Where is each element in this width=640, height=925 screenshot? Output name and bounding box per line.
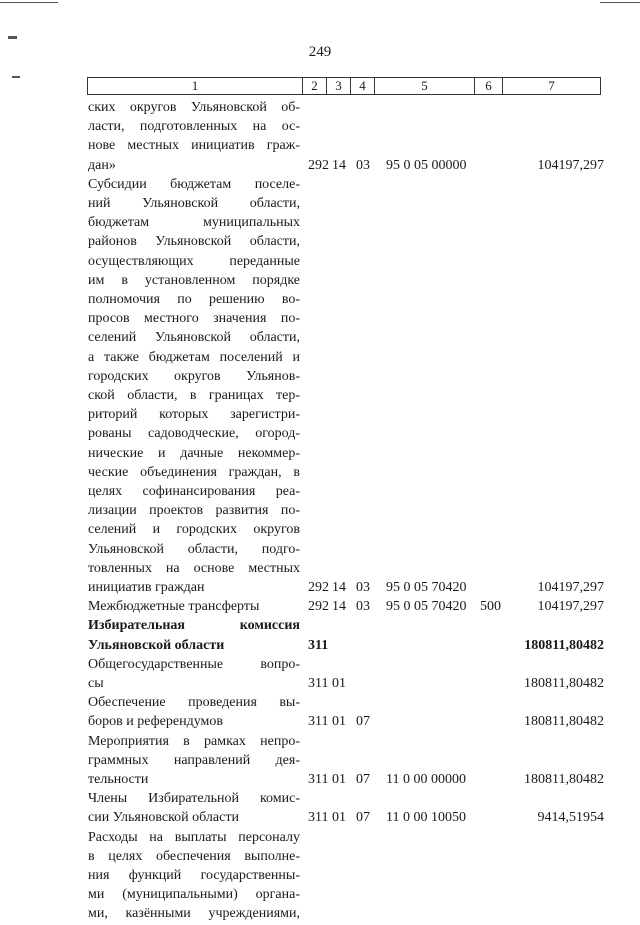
table-row (0, 444, 640, 465)
row-text: Ульяновской области (88, 637, 225, 653)
table-row (0, 290, 640, 311)
header-col-2: 2 (303, 78, 327, 94)
header-col-4: 4 (351, 78, 375, 94)
table-row (0, 616, 640, 637)
row-text: граммных направлений дея- (88, 752, 300, 768)
row-cell-c7: 104197,297 (537, 157, 604, 173)
table-row (0, 328, 640, 349)
row-text: Расходы на выплаты персоналу (88, 829, 300, 845)
row-cell-c3: 14 (332, 599, 346, 615)
row-text: Члены Избирательной комис- (88, 791, 300, 807)
row-text: ния функций государственны- (88, 868, 300, 883)
scan-mark (0, 2, 58, 3)
row-text: бюджетам муниципальных (88, 215, 300, 231)
table-row (0, 712, 640, 733)
row-cell-c3: 01 (332, 810, 346, 826)
table-row (0, 770, 640, 791)
row-text: в целях обеспечения выполне- (88, 848, 300, 864)
row-cell-c2: 292 (308, 157, 329, 173)
row-text: просов местного значения по- (88, 311, 300, 327)
row-text: тельности (88, 772, 149, 787)
table-row (0, 559, 640, 580)
table-row (0, 597, 640, 618)
table-row (0, 847, 640, 868)
row-cell-c7: 9414,51954 (537, 810, 604, 826)
row-text: ми (муниципальными) органа- (88, 887, 300, 903)
table-row (0, 348, 640, 369)
row-text: товленных на основе местных (88, 560, 300, 576)
table-row (0, 194, 640, 215)
header-col-6: 6 (475, 78, 503, 94)
row-cell-c4: 07 (356, 714, 370, 730)
table-row (0, 252, 640, 273)
row-text: Мероприятия в рамках непро- (88, 733, 300, 749)
header-col-3: 3 (327, 78, 351, 94)
row-text: инициатив граждан (88, 580, 205, 595)
table-row (0, 136, 640, 157)
table-row (0, 117, 640, 138)
row-cell-c2: 311 (308, 810, 329, 826)
table-row (0, 482, 640, 503)
row-cell-c5: 95 0 05 70420 (386, 580, 467, 595)
row-cell-c7: 180811,80482 (524, 772, 604, 787)
row-text: нове местных инициатив граж- (88, 138, 300, 154)
header-col-5: 5 (375, 78, 475, 94)
row-text: ласти, подготовленных на ос- (88, 119, 300, 135)
table-row (0, 271, 640, 292)
table-row (0, 674, 640, 695)
row-cell-c5: 95 0 05 70420 (386, 599, 467, 615)
row-text: ческие объединения граждан, в (88, 464, 300, 480)
table-row (0, 751, 640, 772)
row-text: полномочия по решению во- (88, 292, 300, 307)
row-text: нические и дачные некоммер- (88, 445, 300, 461)
table-row (0, 885, 640, 906)
row-cell-c2: 311 (308, 772, 329, 787)
row-text: городских округов Ульянов- (88, 368, 300, 384)
table-row (0, 540, 640, 561)
row-text: Субсидии бюджетам поселе- (88, 176, 300, 192)
table-row (0, 367, 640, 388)
row-cell-c4: 03 (356, 157, 370, 173)
page-number: 249 (308, 44, 332, 60)
row-cell-c5: 95 0 05 00000 (386, 157, 467, 173)
row-text: лизации проектов развития по- (88, 503, 300, 519)
row-cell-c2: 292 (308, 580, 329, 595)
row-text: рованы садоводческие, огород- (88, 426, 300, 442)
row-cell-c3: 14 (332, 580, 346, 595)
row-cell-c7: 180811,80482 (524, 637, 604, 653)
table-row (0, 156, 640, 177)
row-text: Общегосударственные вопро- (88, 656, 300, 672)
row-cell-c7: 104197,297 (537, 599, 604, 615)
table-row (0, 520, 640, 541)
table-row (0, 98, 640, 119)
table-row (0, 386, 640, 407)
table-header (87, 77, 601, 95)
table-row (0, 693, 640, 714)
row-cell-c3: 14 (332, 157, 346, 173)
row-text: риторий которых зарегистри- (88, 407, 300, 423)
row-text: осуществляющих переданные (88, 253, 300, 269)
scan-mark (8, 36, 17, 39)
row-cell-c7: 180811,80482 (524, 714, 604, 730)
row-cell-c7: 180811,80482 (524, 676, 604, 691)
row-text: ний Ульяновской области, (88, 196, 300, 211)
table-row (0, 405, 640, 426)
header-col-1: 1 (88, 78, 303, 94)
scan-mark (12, 76, 20, 78)
row-cell-c4: 03 (356, 580, 370, 595)
row-text: дан» (88, 157, 116, 173)
row-cell-c4: 03 (356, 599, 370, 615)
table-row (0, 655, 640, 676)
row-cell-c2: 311 (308, 676, 329, 691)
row-cell-c3: 01 (332, 676, 346, 691)
row-cell-c2: 311 (308, 637, 329, 653)
row-text: районов Ульяновской области, (88, 234, 300, 250)
row-text: селений и городских округов (88, 522, 300, 538)
row-cell-c4: 07 (356, 772, 370, 787)
row-text: селений Ульяновской области, (88, 330, 300, 346)
row-text: ских округов Ульяновской об- (88, 100, 300, 115)
table-row (0, 309, 640, 330)
row-cell-c5: 11 0 00 00000 (386, 772, 466, 787)
scan-mark (600, 2, 640, 3)
row-text: Межбюджетные трансферты (88, 599, 260, 615)
row-cell-c3: 01 (332, 714, 346, 730)
row-cell-c6: 500 (480, 599, 501, 615)
row-cell-c5: 11 0 00 10050 (386, 810, 466, 826)
table-row (0, 424, 640, 445)
table-row (0, 828, 640, 849)
table-row (0, 904, 640, 925)
row-cell-c2: 311 (308, 714, 329, 730)
row-text: Ульяновской области, подго- (88, 541, 300, 557)
table-row (0, 213, 640, 234)
table-row (0, 808, 640, 829)
row-text: ской области, в границах тер- (88, 388, 300, 403)
table-row (0, 463, 640, 484)
table-row (0, 232, 640, 253)
row-text: Обеспечение проведения вы- (88, 695, 300, 711)
table-row (0, 789, 640, 810)
row-text: целях софинансирования реа- (88, 484, 300, 499)
row-cell-c7: 104197,297 (537, 580, 604, 595)
row-text: боров и референдумов (88, 714, 224, 730)
row-text: ми, казёнными учреждениями, (88, 906, 300, 922)
table-row (0, 578, 640, 599)
row-text: а также бюджетам поселений и (88, 349, 300, 365)
table-row (0, 175, 640, 196)
table-row (0, 501, 640, 522)
row-text: Избирательная комиссия (88, 618, 300, 634)
row-text: им в установленном порядке (88, 272, 300, 288)
table-row (0, 732, 640, 753)
row-text: сы (88, 676, 104, 691)
row-cell-c4: 07 (356, 810, 370, 826)
header-col-7: 7 (548, 78, 555, 93)
row-cell-c2: 292 (308, 599, 329, 615)
table-row (0, 636, 640, 657)
table-row (0, 866, 640, 887)
row-cell-c3: 01 (332, 772, 346, 787)
row-text: сии Ульяновской области (88, 810, 239, 826)
